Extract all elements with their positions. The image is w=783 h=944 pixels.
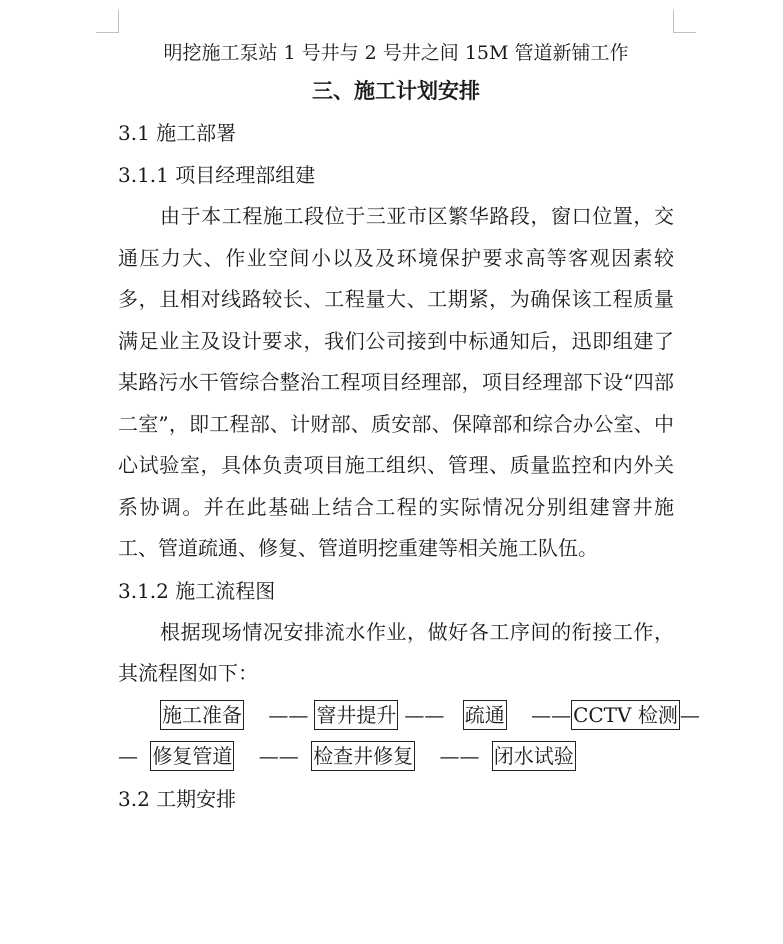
heading-3-1-1: 3.1.1 项目经理部组建	[118, 163, 316, 187]
flow-connector: —	[679, 702, 700, 727]
document-page	[118, 36, 700, 820]
paragraph-flow-intro: 根据现场情况安排流水作业，做好各工序间的衔接工作，其流程图如下：	[118, 619, 674, 685]
section-title: 三、施工计划安排	[312, 79, 480, 103]
flow-step-well-repair: 检查井修复	[311, 741, 415, 771]
flow-step-manhole-raise: 窨井提升	[314, 700, 398, 730]
flowchart-line-1	[118, 695, 700, 737]
heading-3-1-2: 3.1.2 施工流程图	[118, 578, 276, 603]
flow-connector: —	[118, 744, 138, 768]
flow-step-pipe-repair: 修复管道	[150, 741, 234, 771]
flow-connector: ——	[258, 744, 299, 768]
heading-3-1: 3.1 施工部署	[118, 121, 237, 145]
flow-step-dredging: 疏通	[463, 700, 507, 730]
heading-3-2: 3.2 工期安排	[118, 786, 237, 811]
flow-connector: ——	[439, 744, 480, 768]
page-header: 明挖施工泵站 1 号井与 2 号井之间 15M 管道新铺工作	[163, 42, 629, 64]
flow-step-cctv: CCTV 检测	[571, 700, 680, 730]
flowchart-line-2	[118, 736, 674, 778]
crop-mark-top-right	[673, 10, 696, 33]
flow-connector: ——	[531, 702, 572, 727]
flow-connector: ——	[404, 702, 445, 727]
paragraph-project-department: 由于本工程施工段位于三亚市区繁华路段，窗口位置，交通压力大、作业空间小以及及环境保护要求高等客观因素较多，且相对线路较长、工程量大、工期紧，为确保该工程质量满足业主及设计要求，我们公司接到中标通知后，迅即组建了某路污水干管综合整治工程项目经理部，项目经理部下设“四部二室”，即工程部、计财部、质安部、保障部和综合办公室、中心试验室，具体负责项目施工组织、管理、质量监控和内外关系协调。并在此基础上结合工程的实际情况分别组建窨井施工、管道疏通、修复、管道明挖重建等相关施工队伍。	[118, 204, 674, 560]
flow-connector: ——	[268, 702, 309, 727]
flow-step-closed-water-test: 闭水试验	[492, 741, 576, 771]
crop-mark-top-left	[96, 10, 119, 33]
flow-step-preparation: 施工准备	[160, 700, 244, 730]
